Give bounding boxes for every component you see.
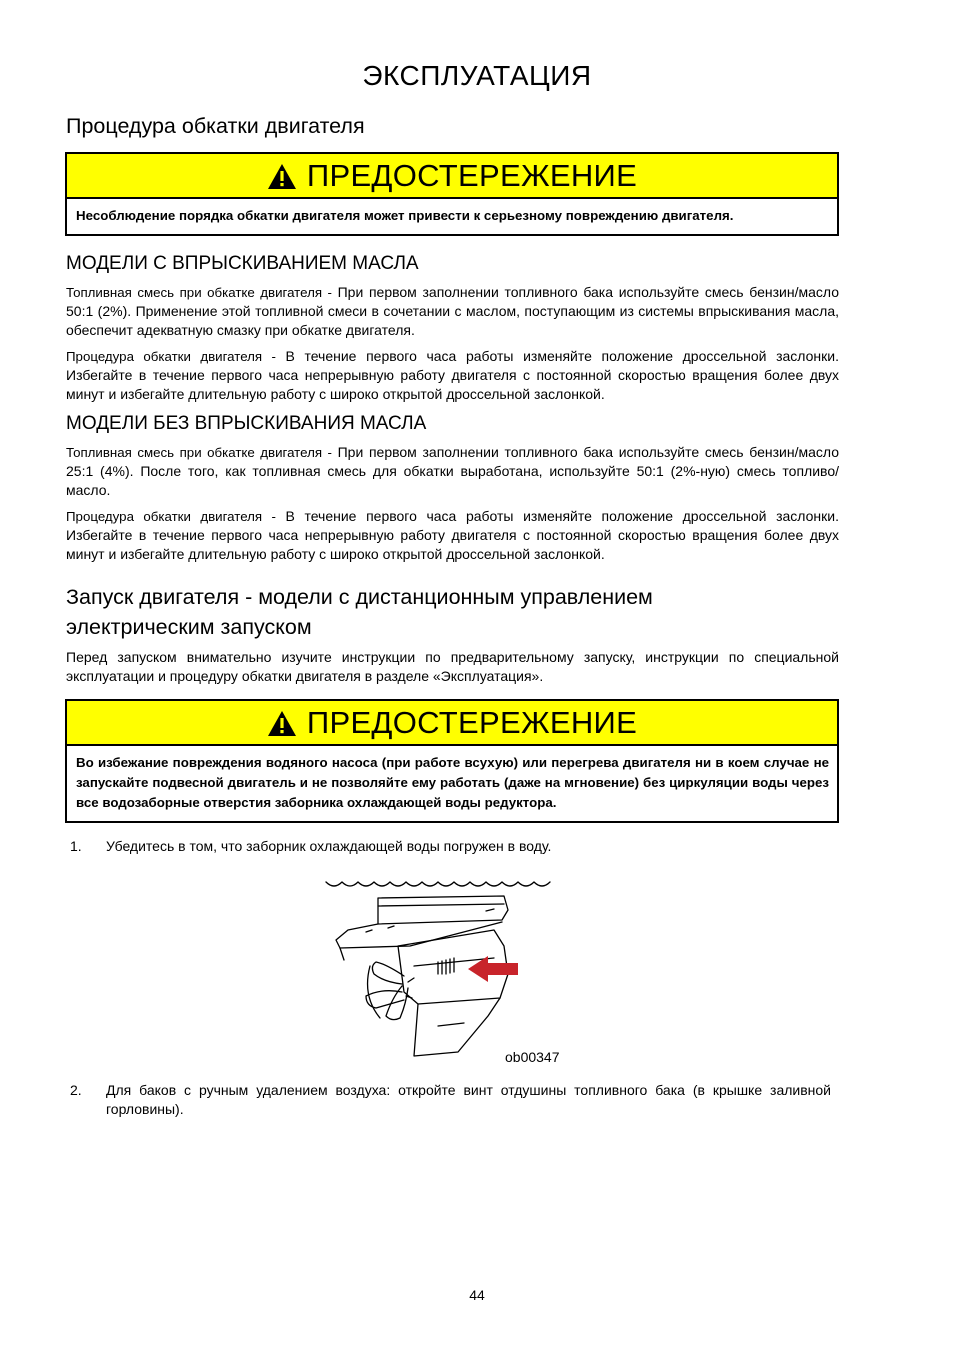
paragraph-oil-injection-procedure (66, 347, 839, 404)
paragraph-lead: Процедура обкатки двигателя - (66, 349, 276, 364)
paragraph-text: При первом заполнении топливного бака используйте смесь бензин/масло 25:1 (4%). После того, как топливная смесь для обкатки выработана, используйте 50:1 (2%-ную) смесь топливо/масло. (66, 444, 839, 498)
section-title-line2: электрическим запуском (66, 615, 312, 639)
paragraph-no-oil-injection-fuel (66, 443, 839, 500)
page-number: 44 (469, 1287, 485, 1303)
step-text: Для баков с ручным удалением воздуха: откройте винт отдушины топливного бака (в крышке заливной горловины). (106, 1082, 831, 1117)
section-title-line1: Запуск двигателя - модели с дистанционным управлением (66, 585, 653, 609)
warning-text: Во избежание повреждения водяного насоса (при работе всухую) или перегрева двигателя ни в коем случае не запускайте подвесной двигатель и не позволяйте ему работать (даже на мгновение) без циркуляции воды через все водозаборные отверстия заборника охлаждающей воды редуктора. (76, 755, 829, 810)
step-text: Убедитесь в том, что заборник охлаждающей воды погружен в воду. (106, 838, 552, 854)
step-1 (66, 837, 831, 856)
paragraph-lead: Топливная смесь при обкатке двигателя - (66, 285, 332, 300)
paragraph-text: В течение первого часа работы изменяйте положение дроссельной заслонки. Избегайте в течение первого часа непрерывную работу двигателя с постоянной скоростью вращения более двух минут и избегайте длительную работу с широко открытой дроссельной заслонкой. (66, 508, 839, 562)
step-number: 2. (70, 1082, 82, 1098)
warning-text: Несоблюдение порядка обкатки двигателя может привести к серьезному повреждению двигателя. (76, 208, 734, 223)
warning-box-break-in (65, 152, 839, 236)
gearcase-water-intake-illustration (318, 866, 578, 1072)
warning-header (67, 154, 837, 199)
section-title-break-in: Процедура обкатки двигателя (66, 114, 365, 138)
heading-oil-injection: МОДЕЛИ С ВПРЫСКИВАНИЕМ МАСЛА (66, 253, 419, 274)
paragraph-lead: Процедура обкатки двигателя - (66, 509, 276, 524)
paragraph-no-oil-injection-procedure (66, 507, 839, 564)
warning-triangle-icon (267, 710, 297, 737)
warning-header (67, 701, 837, 746)
paragraph-starting-intro: Перед запуском внимательно изучите инструкции по предварительному запуску, инструкции по специальной эксплуатации и процедуру обкатки двигателя в разделе «Эксплуатация». (66, 649, 839, 684)
paragraph-oil-injection-fuel (66, 283, 839, 340)
page-title: ЭКСПЛУАТАЦИЯ (362, 60, 592, 91)
step-2 (66, 1081, 831, 1119)
figure-caption: ob00347 (505, 1049, 560, 1065)
paragraph-lead: Топливная смесь при обкатке двигателя - (66, 445, 332, 460)
paragraph-text: При первом заполнении топливного бака используйте смесь бензин/масло 50:1 (2%). Применение этой топливной смеси в сочетании с маслом, поступающим из системы впрыскивания масла, обеспечит адекватную смазку при обкатке двигателя. (66, 284, 839, 338)
step-number: 1. (70, 838, 82, 854)
warning-triangle-icon (267, 163, 297, 190)
paragraph-text: В течение первого часа работы изменяйте положение дроссельной заслонки. Избегайте в течение первого часа непрерывную работу двигателя с постоянной скоростью вращения более двух минут и избегайте длительную работу с широко открытой дроссельной заслонкой. (66, 348, 839, 402)
heading-no-oil-injection: МОДЕЛИ БЕЗ ВПРЫСКИВАНИЯ МАСЛА (66, 413, 427, 434)
warning-label: ПРЕДОСТЕРЕЖЕНИЕ (306, 157, 638, 193)
warning-label: ПРЕДОСТЕРЕЖЕНИЕ (306, 704, 638, 740)
section-title-starting (66, 582, 653, 642)
warning-box-water-pump (65, 699, 839, 823)
